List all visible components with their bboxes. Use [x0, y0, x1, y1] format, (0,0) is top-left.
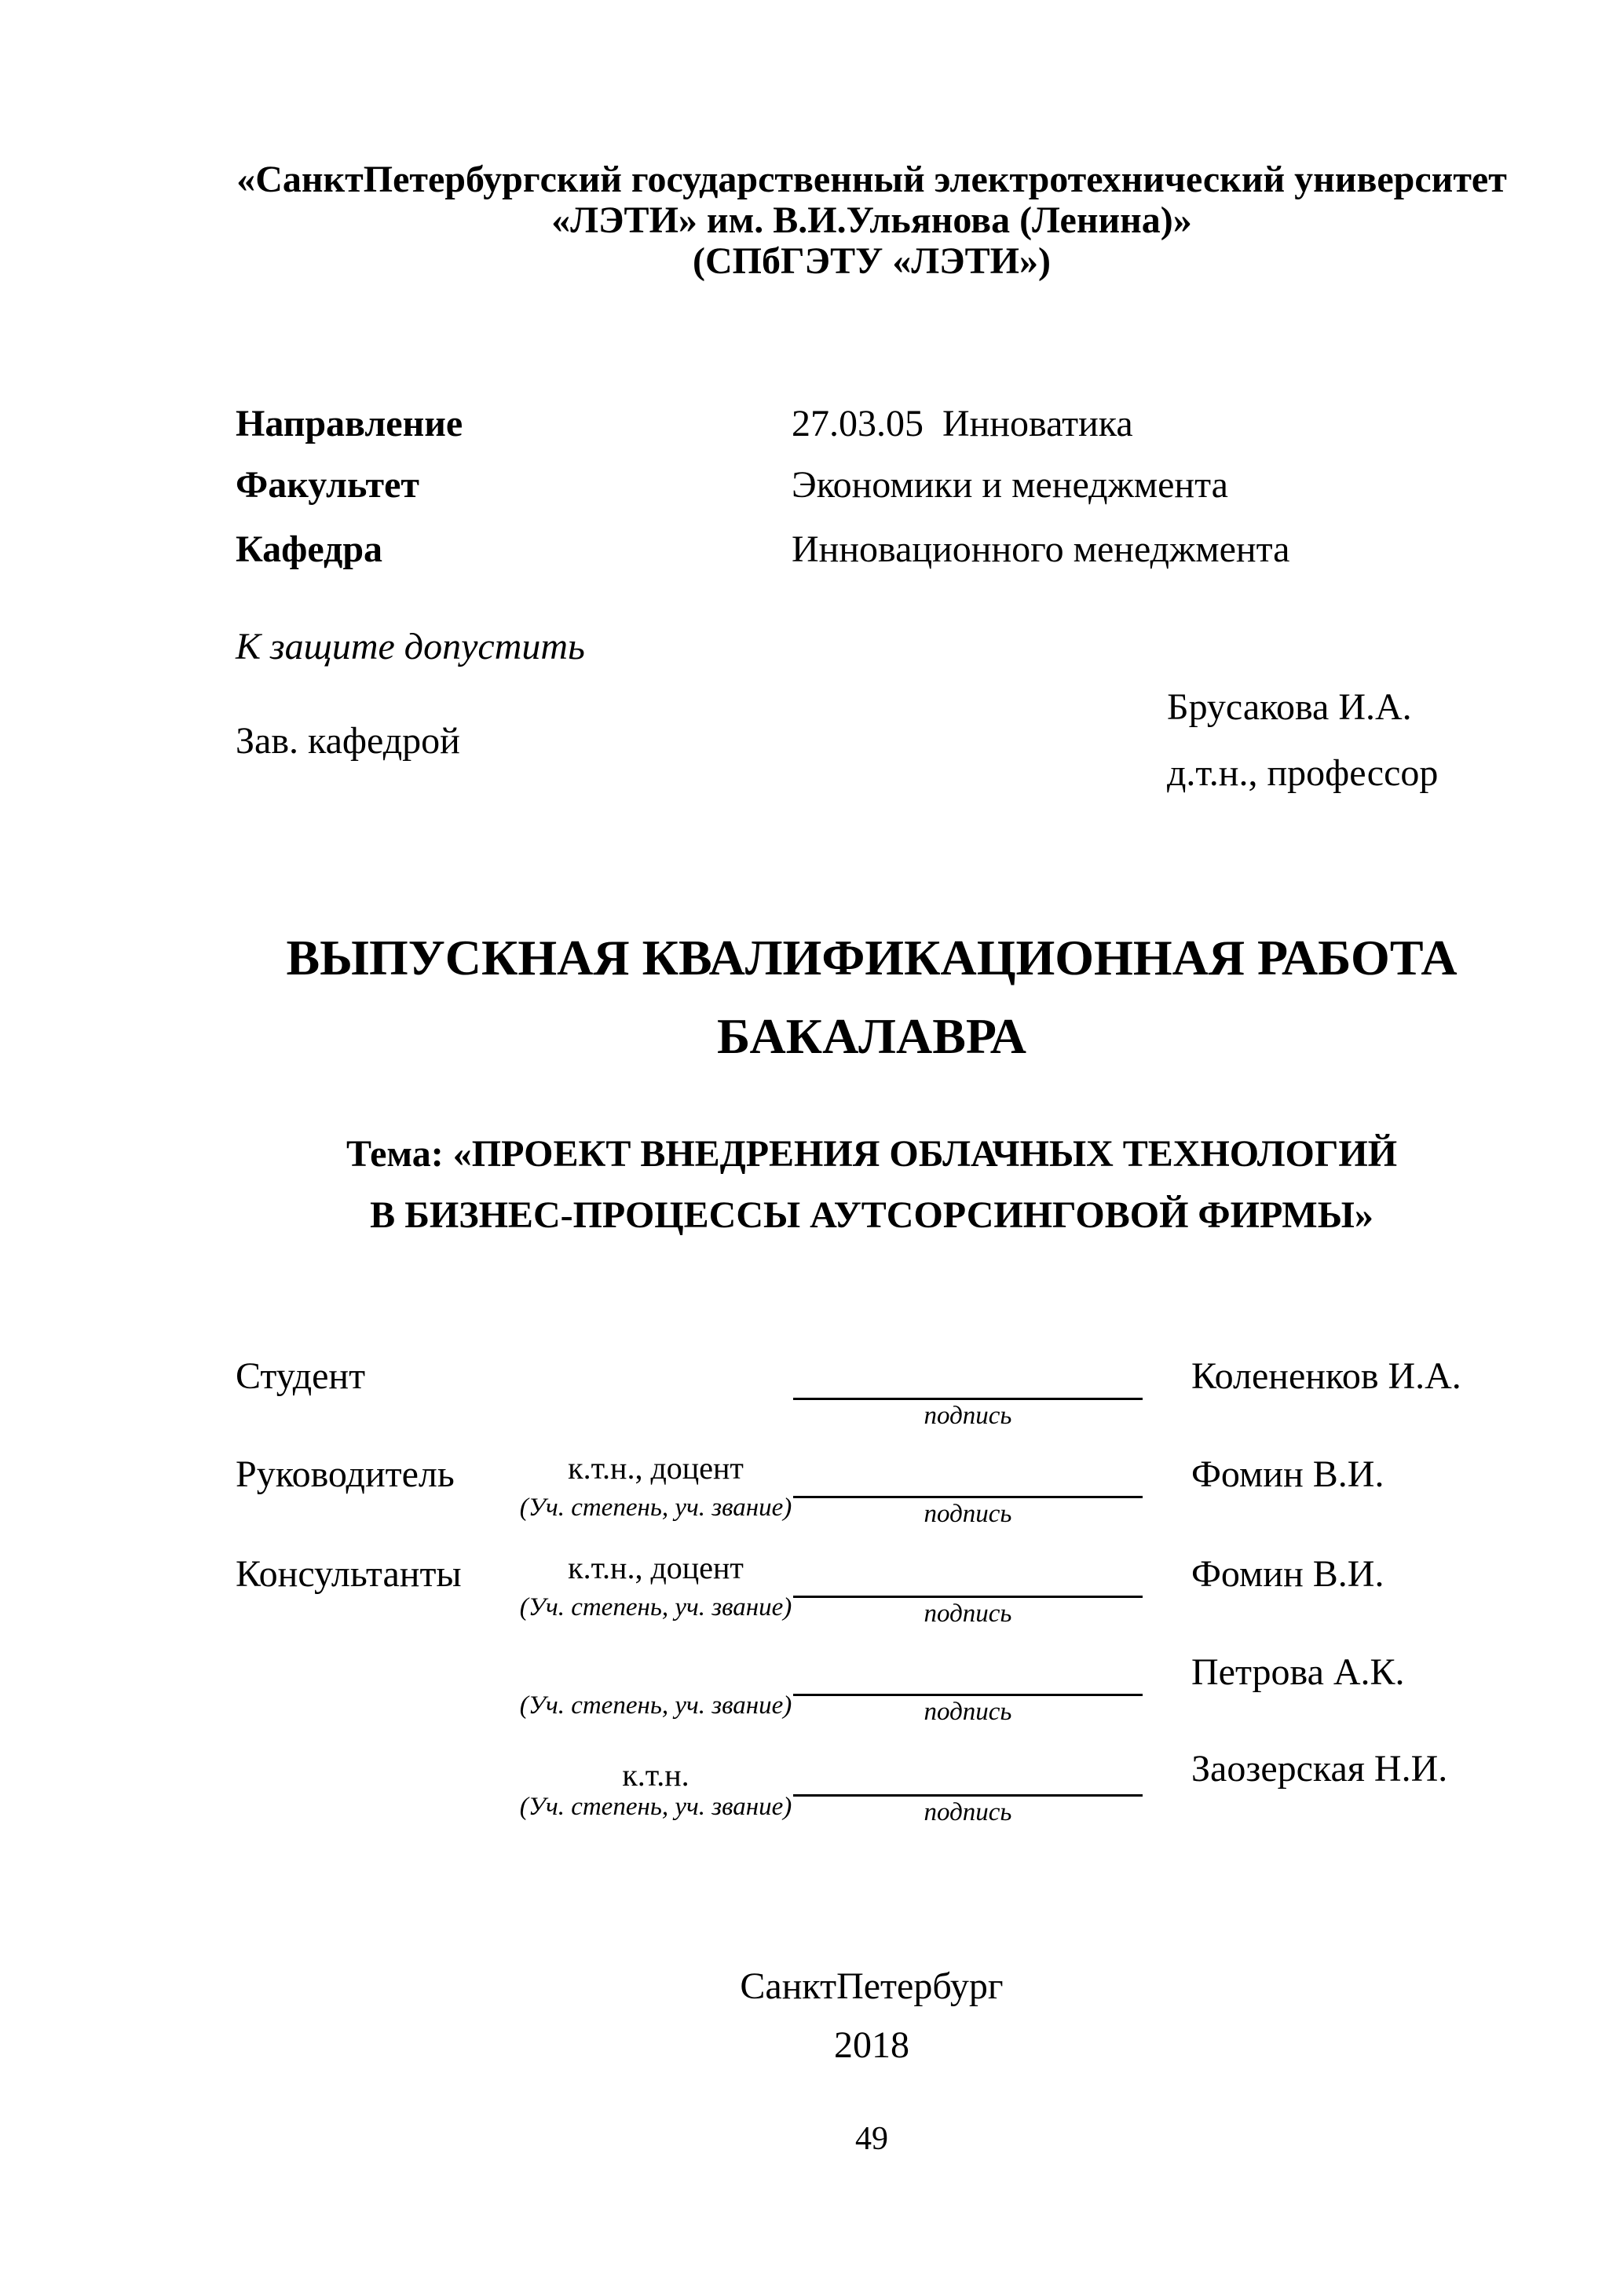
direction-label: Направление: [236, 403, 463, 444]
department-label: Кафедра: [236, 528, 383, 570]
consultant-1-degree: к.т.н., доцент: [568, 1550, 744, 1585]
student-role-label: Студент: [236, 1355, 366, 1397]
signature-caption: подпись: [924, 1600, 1012, 1628]
direction-value: 27.03.05 Инноватика: [792, 403, 1133, 444]
university-name-line1: «СанктПетербургский государственный электротехнический университет: [236, 159, 1507, 200]
footer-year: 2018: [834, 2024, 909, 2066]
thesis-theme: [236, 1124, 1508, 1246]
signature-row-consultant-2: [0, 1651, 1624, 1753]
signature-caption: подпись: [924, 1402, 1012, 1430]
consultant-3-name: Заозерская Н.И.: [1191, 1748, 1448, 1790]
footer-city: СанктПетербург: [740, 1965, 1004, 2007]
signature-caption: подпись: [924, 1798, 1012, 1826]
degree-caption: (Уч. степень, уч. звание): [519, 1691, 792, 1720]
consultants-role-label: Консультанты: [236, 1553, 462, 1595]
consultant-1-name: Фомин В.И.: [1191, 1553, 1384, 1595]
signature-row-supervisor: [0, 1450, 1624, 1555]
university-abbreviation: (СПбГЭТУ «ЛЭТИ»): [693, 240, 1051, 282]
page-number: 49: [855, 2121, 888, 2157]
head-of-department-degree: д.т.н., профессор: [1167, 752, 1439, 794]
head-of-department-label: Зав. кафедрой: [236, 720, 460, 762]
faculty-value: Экономики и менеджмента: [792, 464, 1228, 506]
thesis-theme-line2: В БИЗНЕС-ПРОЦЕССЫ АУТСОРСИНГОВОЙ ФИРМЫ»: [370, 1194, 1373, 1236]
signature-row-consultant-3: [0, 1747, 1624, 1849]
document-title-line1: ВЫПУСКНАЯ КВАЛИФИКАЦИОННАЯ РАБОТА: [286, 930, 1458, 985]
signature-caption: подпись: [924, 1698, 1012, 1726]
degree-caption: (Уч. степень, уч. звание): [519, 1493, 792, 1522]
faculty-label: Факультет: [236, 464, 419, 506]
supervisor-role-label: Руководитель: [236, 1453, 455, 1495]
thesis-theme-line1: Тема: «ПРОЕКТ ВНЕДРЕНИЯ ОБЛАЧНЫХ ТЕХНОЛОГИЙ: [346, 1133, 1398, 1175]
supervisor-degree: к.т.н., доцент: [568, 1450, 744, 1486]
signature-caption: подпись: [924, 1500, 1012, 1528]
student-name: Колененков И.А.: [1191, 1355, 1461, 1397]
supervisor-name: Фомин В.И.: [1191, 1453, 1384, 1495]
university-header: [236, 159, 1508, 282]
signature-row-consultant-1: [0, 1552, 1624, 1654]
consultant-3-degree: к.т.н.: [622, 1757, 689, 1793]
degree-caption: (Уч. степень, уч. звание): [519, 1793, 792, 1821]
degree-caption: (Уч. степень, уч. звание): [519, 1593, 792, 1621]
signature-row-student: [0, 1355, 1624, 1457]
document-title-line2: БАКАЛАВРА: [716, 1008, 1027, 1064]
department-value: Инновационного менеджмента: [792, 528, 1290, 570]
admission-note: К защите допустить: [236, 626, 585, 667]
university-name-line2: «ЛЭТИ» им. В.И.Ульянова (Ленина)»: [551, 199, 1192, 241]
head-of-department-name: Брусакова И.А.: [1167, 686, 1412, 728]
consultant-2-name: Петрова А.К.: [1191, 1651, 1405, 1693]
